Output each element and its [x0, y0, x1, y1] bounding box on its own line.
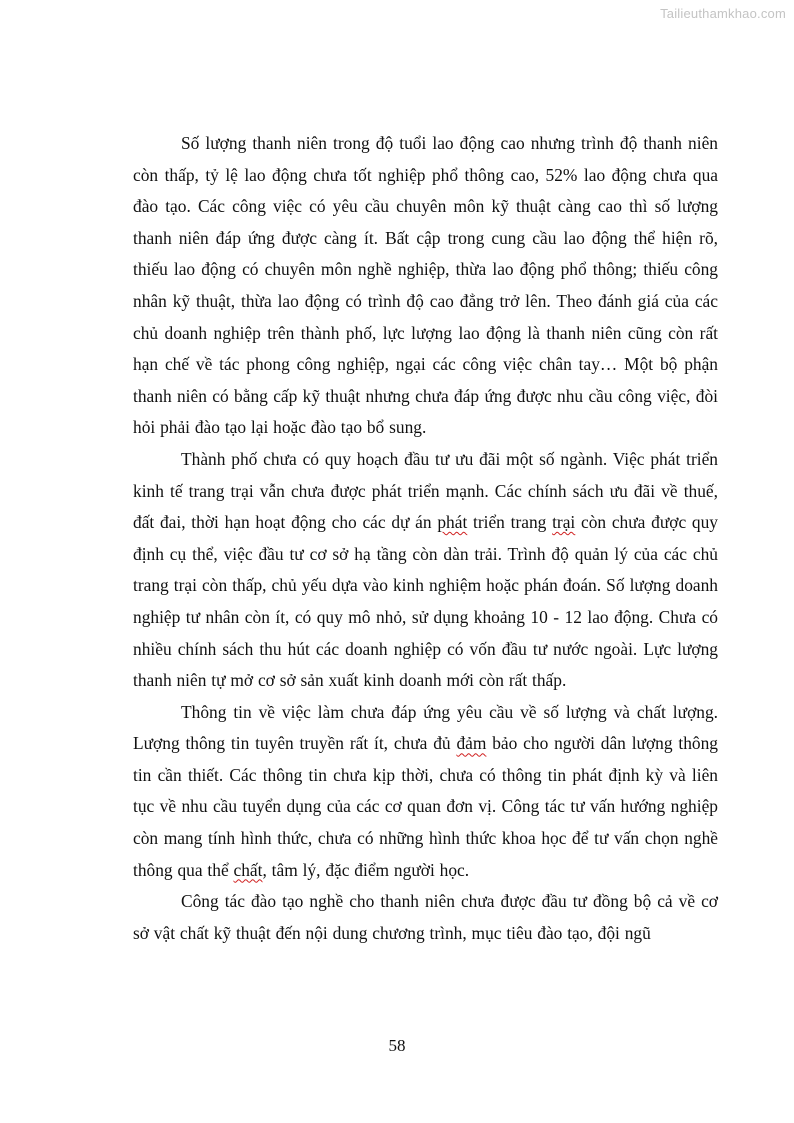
- text-run: Số lượng thanh niên trong độ tuổi lao động cao nhưng trình độ thanh niên còn thấp, tỷ lệ lao động chưa tốt nghiệp phổ thông cao, 52% lao động chưa qua đào tạo. Các công việc có yêu cầu chuyên môn kỹ thuật càng cao thì số lượng thanh niên đáp ứng được càng ít. Bất cập trong cung cầu lao động thể hiện rõ, thiếu lao động có chuyên môn nghề nghiệp, thừa lao động phổ thông; thiếu công nhân kỹ thuật, thừa lao động có trình độ cao đẳng trở lên. Theo đánh giá của các chủ doanh nghiệp trên thành phố, lực lượng lao động là thanh niên cũng còn rất hạn chế về tác phong công nghiệp, ngại các công việc chân tay… Một bộ phận thanh niên có bằng cấp kỹ thuật nhưng chưa đáp ứng được nhu cầu công việc, đòi hỏi phải đào tạo lại hoặc đào tạo bổ sung.: [133, 133, 718, 438]
- paragraph-4: [133, 886, 718, 949]
- text-run: Thông tin về việc làm chưa đáp ứng yêu cầu về số lượng và chất lượng. Lượng thông tin tuyên truyền rất ít, chưa đủ: [133, 701, 718, 754]
- text-run: , tâm lý, đặc điểm người học.: [262, 859, 470, 880]
- spellcheck-word: trại: [552, 512, 576, 533]
- spellcheck-word: phát: [437, 512, 468, 533]
- spellcheck-word: chất: [233, 859, 263, 880]
- text-run: bảo cho người dân lượng thông tin cần thiết. Các thông tin chưa kịp thời, chưa có thông tin phát định kỳ và liên tục về nhu cầu tuyển dụng của các cơ quan đơn vị. Công tác tư vấn hướng nghiệp còn mang tính hình thức, chưa có những hình thức khoa học để tư vấn chọn nghề thông qua thể: [133, 733, 718, 880]
- document-body: [133, 128, 718, 949]
- text-run: còn chưa được quy định cụ thể, việc đầu tư cơ sở hạ tầng còn dàn trải. Trình độ quản lý của các chủ trang trại còn thấp, chủ yếu dựa vào kinh nghiệm hoặc phán đoán. Số lượng doanh nghiệp tư nhân còn ít, có quy mô nhỏ, sử dụng khoảng 10 - 12 lao động. Chưa có nhiều chính sách thu hút các doanh nghiệp có vốn đầu tư nước ngoài. Lực lượng thanh niên tự mở cơ sở sản xuất kinh doanh mới còn rất thấp.: [133, 512, 718, 691]
- text-run: Thành phố chưa có quy hoạch đầu tư ưu đãi một số ngành. Việc phát triển kinh tế trang trại vẫn chưa được phát triển mạnh. Các chính sách ưu đãi về thuế, đất đai, thời hạn hoạt động cho các dự án: [133, 448, 718, 533]
- page-number: 58: [388, 1036, 406, 1055]
- spellcheck-word: đảm: [456, 733, 487, 754]
- paragraph-1: [133, 128, 718, 444]
- text-run: Công tác đào tạo nghề cho thanh niên chưa được đầu tư đồng bộ cả về cơ sở vật chất kỹ thuật đến nội dung chương trình, mục tiêu đào tạo, đội ngũ: [133, 891, 718, 943]
- watermark-text: Tailieuthamkhao.com: [660, 6, 786, 21]
- text-run: triển trang: [467, 512, 553, 533]
- paragraph-2: [133, 444, 718, 697]
- paragraph-3: [133, 697, 718, 887]
